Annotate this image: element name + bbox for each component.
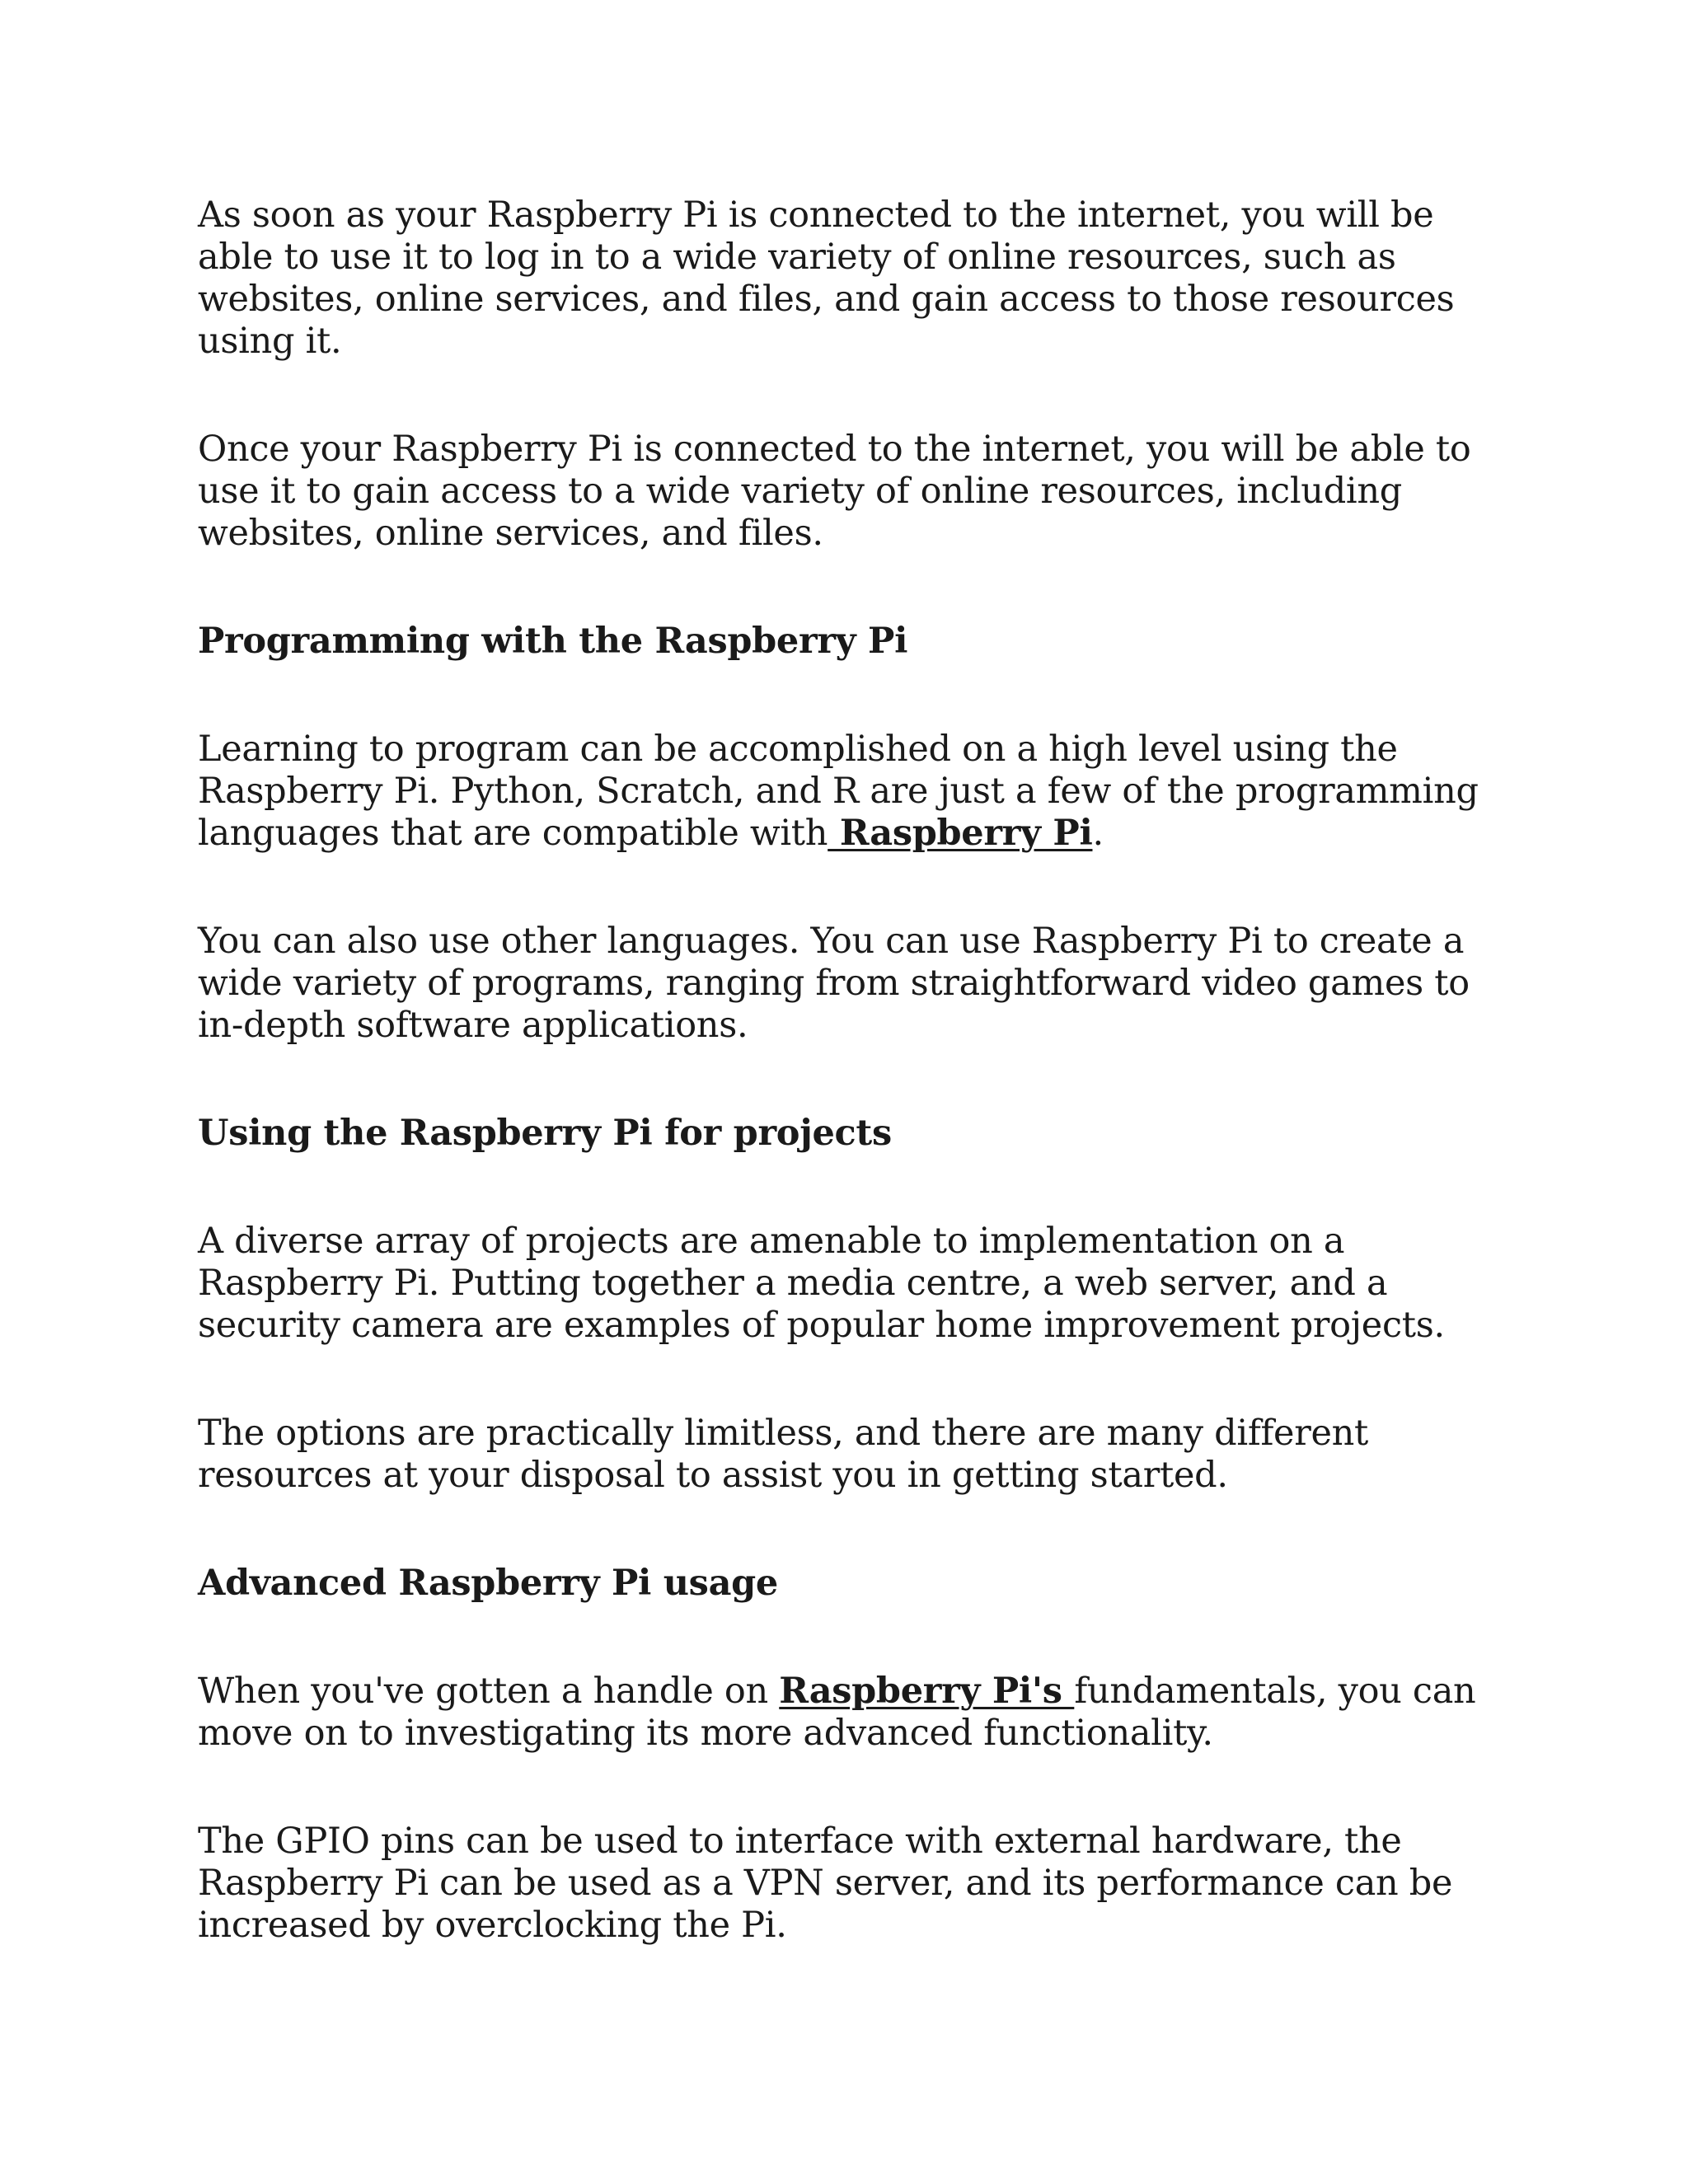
heading-advanced-usage: Advanced Raspberry Pi usage — [198, 1563, 778, 1604]
raspberry-pi-link[interactable]: Raspberry Pi — [828, 813, 1093, 854]
raspberry-pis-link[interactable]: Raspberry Pi's — [779, 1671, 1075, 1712]
paragraph-learning-program — [198, 729, 1517, 855]
heading-programming: Programming with the Raspberry Pi — [198, 621, 908, 662]
paragraph-text: Learning to program can be accomplished on a high level using the Raspberry Pi. Python, Scratch, and R are just a few of the programming languages that are compatible with — [198, 729, 1479, 854]
paragraph-internet-login: As soon as your Raspberry Pi is connected to the internet, you will be able to use it to log in to a wide variety of online resources, such as websites, online services, and files, and gain access to those resources using it. — [198, 194, 1455, 362]
paragraph-text: When you've gotten a handle on — [198, 1671, 780, 1712]
paragraph-options-limitless: The options are practically limitless, and there are many different resources at your disposal to assist you in getting started. — [198, 1413, 1368, 1496]
document-page — [198, 194, 1517, 1947]
paragraph-gpio: The GPIO pins can be used to interface with external hardware, the Raspberry Pi can be used as a VPN server, and its performance can be increased by overclocking the Pi. — [198, 1821, 1453, 1946]
paragraph-other-languages: You can also use other languages. You can use Raspberry Pi to create a wide variety of programs, ranging from straightforward video games to in-depth software applications. — [198, 921, 1470, 1046]
paragraph-text: fundamentals, you can move on to investigating its more advanced functionality. — [198, 1671, 1476, 1754]
paragraph-projects-array: A diverse array of projects are amenable to implementation on a Raspberry Pi. Putting together a media centre, a web server, and a security camera are examples of popular home improvement projects. — [198, 1221, 1445, 1346]
heading-projects: Using the Raspberry Pi for projects — [198, 1113, 892, 1154]
paragraph-fundamentals — [198, 1671, 1517, 1755]
paragraph-text: . — [1092, 813, 1104, 854]
paragraph-internet-access: Once your Raspberry Pi is connected to the internet, you will be able to use it to gain access to a wide variety of online resources, including websites, online services, and files. — [198, 429, 1471, 554]
